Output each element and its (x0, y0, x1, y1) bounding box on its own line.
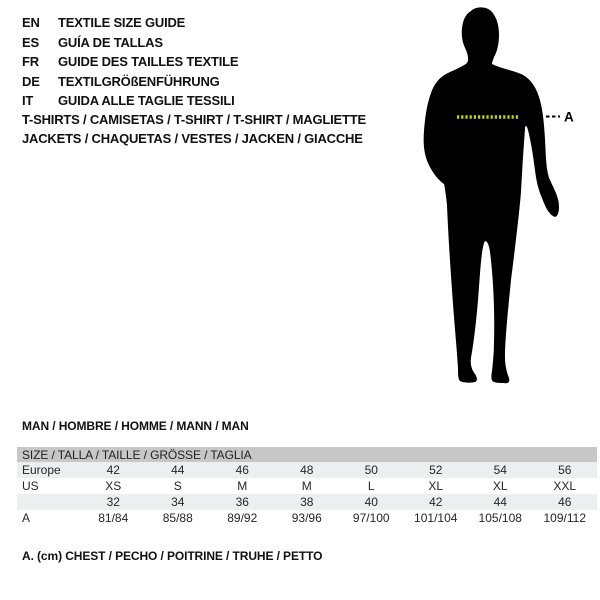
cell: XL (428, 479, 444, 493)
cell: 40 (364, 495, 378, 509)
lang-code: EN (22, 15, 40, 30)
table-row-europe (17, 462, 597, 478)
cell: 46 (235, 463, 249, 477)
cell: L (367, 479, 375, 493)
cell: 56 (558, 463, 572, 477)
cell: 38 (300, 495, 314, 509)
cell: 46 (558, 495, 572, 509)
cell: 101/104 (414, 511, 458, 525)
cell: 85/88 (162, 511, 193, 525)
cell: 32 (106, 495, 120, 509)
size-table (17, 447, 597, 526)
cell: 109/112 (543, 511, 586, 525)
cell: 81/84 (98, 511, 129, 525)
row-label: Europe (22, 463, 61, 477)
gender-heading: MAN / HOMBRE / HOMME / MANN / MAN (22, 419, 249, 433)
row-label: US (22, 479, 39, 493)
row-label (17, 494, 81, 510)
cell: M (301, 479, 312, 493)
cell: 48 (300, 463, 314, 477)
lang-title: GUIDA ALLE TAGLIE TESSILI (58, 93, 235, 108)
cell: 50 (364, 463, 378, 477)
cell: 52 (429, 463, 443, 477)
cell: 42 (106, 463, 120, 477)
cell: XL (492, 479, 508, 493)
category-tshirts: T-SHIRTS / CAMISETAS / T-SHIRT / T-SHIRT / MAGLIETTE (22, 112, 366, 127)
lang-title: TEXTILGRÖßENFÜHRUNG (58, 73, 220, 89)
lang-code: IT (22, 93, 34, 108)
cell: 42 (429, 495, 443, 509)
cell: 44 (171, 463, 185, 477)
cell: M (237, 479, 248, 493)
cell: 89/92 (227, 511, 258, 525)
lang-title: TEXTILE SIZE GUIDE (58, 15, 186, 30)
cell: XS (105, 479, 122, 493)
row-label: A (22, 511, 31, 525)
cell: 93/96 (291, 511, 322, 525)
measure-label-a: A (564, 109, 574, 125)
cell: 34 (171, 495, 185, 509)
size-table-header: SIZE / TALLA / TAILLE / GRÖSSE / TAGLIA (17, 447, 597, 462)
measurement-footnote: A. (cm) CHEST / PECHO / POITRINE / TRUHE / PETTO (22, 549, 323, 563)
lang-code: DE (22, 73, 40, 89)
man-silhouette-shape (424, 7, 559, 383)
category-jackets: JACKETS / CHAQUETAS / VESTES / JACKEN / GIACCHE (22, 131, 363, 146)
cell: 36 (235, 495, 249, 509)
lang-code: FR (22, 54, 39, 69)
table-row-us (17, 478, 597, 494)
cell: 54 (493, 463, 507, 477)
table-row-numeric (17, 494, 597, 510)
lang-title: GUIDE DES TAILLES TEXTILE (58, 54, 239, 69)
size-table-header-row (17, 447, 597, 462)
cell: 44 (493, 495, 507, 509)
table-row-chest (17, 510, 597, 526)
lang-title: GUÍA DE TALLAS (58, 34, 163, 50)
cell: 105/108 (478, 511, 522, 525)
cell: 97/100 (352, 511, 390, 525)
lang-code: ES (22, 34, 39, 50)
cell: XXL (553, 479, 577, 493)
cell: S (173, 479, 182, 493)
